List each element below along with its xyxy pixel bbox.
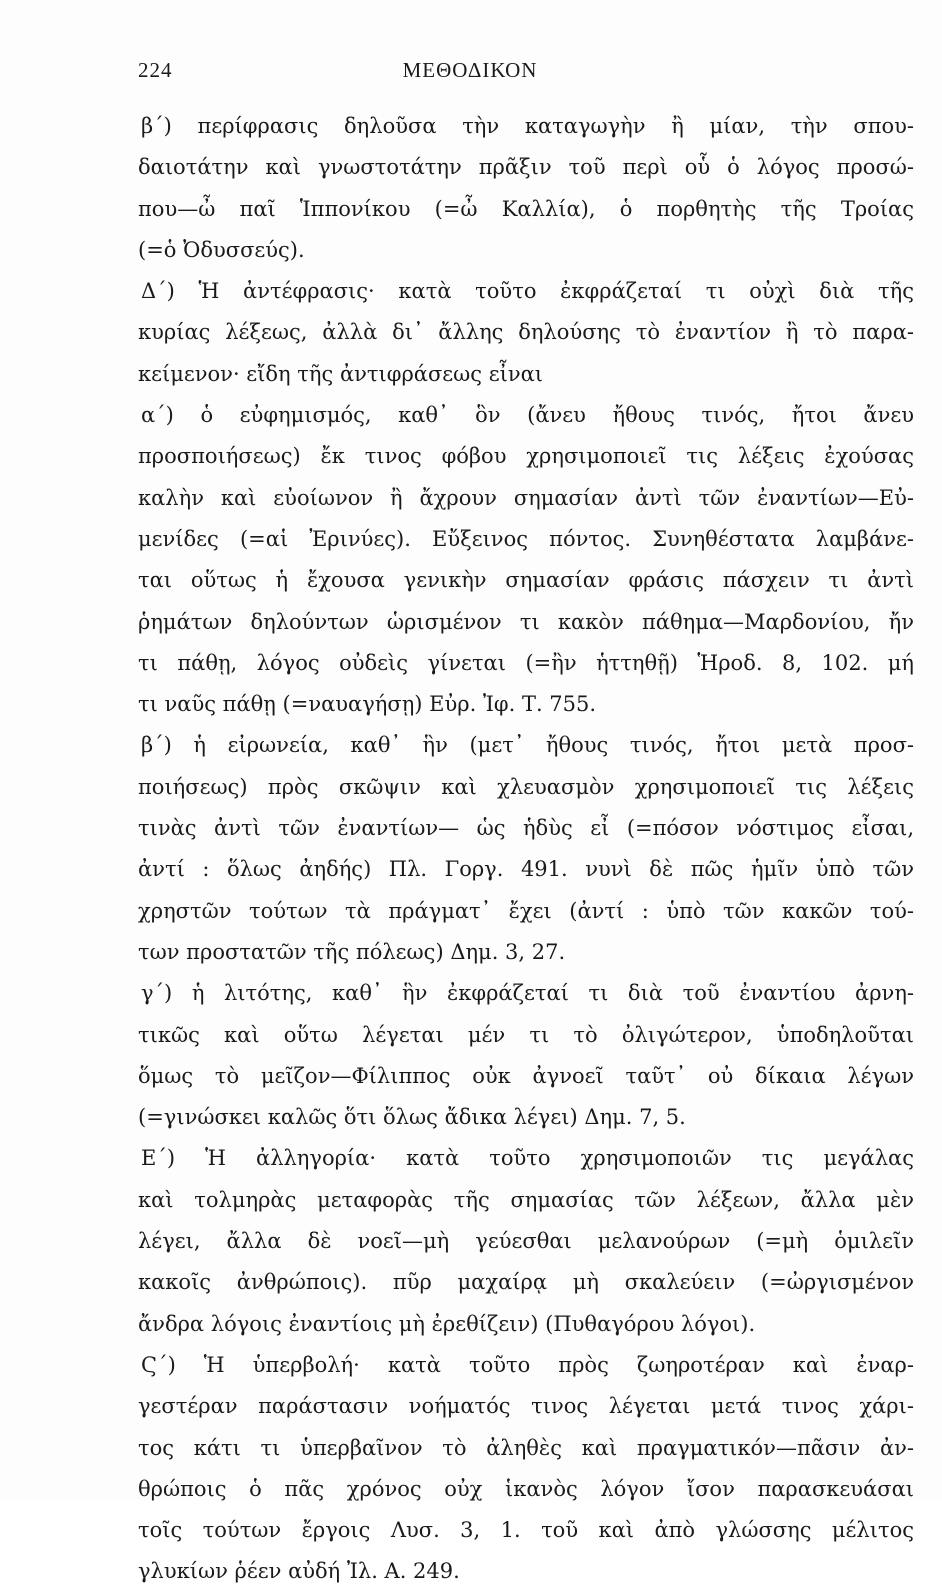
text-line: α΄) ὁ εὐφημισμός, καθ᾽ ὃν (ἄνευ ἤθους τινός, ἤτοι ἄνευ	[141, 403, 914, 428]
body-text	[138, 106, 914, 1593]
text-line: που—ὦ παῖ Ἱππονίκου (=ὦ Καλλία), ὁ πορθητὴς τῆς Τροίας	[138, 196, 914, 221]
page-number: 224	[138, 58, 173, 82]
text-line: καὶ τολμηρὰς μεταφορὰς τῆς σημασίας τῶν λέξεων, ἄλλα μὲν	[138, 1187, 914, 1212]
text-line: γλυκίων ῥέεν αὐδή Ἰλ. Α. 249.	[138, 1559, 460, 1584]
text-line: προσποιήσεως) ἔκ τινος φόβου χρησιμοποιεῖ τις λέξεις ἐχούσας	[138, 444, 914, 469]
text-line: β΄) ἡ εἰρωνεία, καθ᾽ ἣν (μετ᾽ ἤθους τινός, ἤτοι μετὰ προσ-	[141, 733, 914, 758]
text-line: καλὴν καὶ εὐοίωνον ἢ ἄχρουν σημασίαν ἀντὶ τῶν ἐναντίων—Εὐ-	[138, 485, 914, 510]
text-line: δαιοτάτην καὶ γνωστοτάτην πρᾶξιν τοῦ περὶ οὗ ὁ λόγος προσώ-	[138, 155, 914, 180]
text-line: μενίδες (=αἱ Ἐρινύες). Εὔξεινος πόντος. Συνηθέστατα λαμβάνε-	[138, 526, 914, 551]
text-line: κακοῖς ἀνθρώποις). πῦρ μαχαίρᾳ μὴ σκαλεύειν (=ὠργισμένον	[138, 1270, 914, 1295]
text-line: κείμενον· εἴδη τῆς ἀντιφράσεως εἶναι	[138, 361, 544, 386]
text-line: γεστέραν παράστασιν νοήματός τινος λέγεται μετά τινος χάρι-	[138, 1394, 914, 1419]
text-line: τινὰς ἀντὶ τῶν ἐναντίων— ὡς ἡδὺς εἶ (=πόσον νόστιμος εἶσαι,	[138, 816, 914, 841]
text-line: Ϛ΄) Ἡ ὑπερβολή· κατὰ τοῦτο πρὸς ζωηροτέραν καὶ ἐναρ-	[141, 1352, 914, 1377]
text-line: ται οὕτως ἡ ἔχουσα γενικὴν σημασίαν φράσις πάσχειν τι ἀντὶ	[138, 568, 914, 593]
page-header	[138, 58, 802, 88]
text-line: Δ΄) Ἡ ἀντέφρασις· κατὰ τοῦτο ἐκφράζεταί τι οὐχὶ διὰ τῆς	[141, 279, 914, 304]
text-line: των προστατῶν τῆς πόλεως) Δημ. 3, 27.	[138, 939, 566, 964]
running-title: ΜΕΘΟΔΙΚΟΝ	[402, 58, 538, 82]
text-line: τοῖς τούτων ἔργοις Λυσ. 3, 1. τοῦ καὶ ἀπὸ γλώσσης μέλιτος	[138, 1518, 914, 1543]
text-line: ἄνδρα λόγοις ἐναντίοις μὴ ἐρεθίζειν) (Πυθαγόρου λόγοι).	[138, 1311, 756, 1336]
text-line: τικῶς καὶ οὕτω λέγεται μέν τι τὸ ὀλιγώτερον, ὑποδηλοῦται	[138, 1022, 914, 1047]
text-line: τι πάθῃ, λόγος οὐδεὶς γίνεται (=ἢν ἡττηθῇ) Ἡροδ. 8, 102. μή	[138, 650, 914, 675]
text-line: β΄) περίφρασις δηλοῦσα τὴν καταγωγὴν ἢ μίαν, τὴν σπου-	[141, 114, 914, 138]
text-line: ῥημάτων δηλούντων ὡρισμένον τι κακὸν πάθημα—Μαρδονίου, ἤν	[138, 609, 914, 634]
text-line: ὅμως τὸ μεῖζον—Φίλιππος οὐκ ἀγνοεῖ ταῦτ᾽ οὐ δίκαια λέγων	[138, 1063, 914, 1088]
text-line: χρηστῶν τούτων τὰ πράγματ᾽ ἔχει (ἀντί : ὑπὸ τῶν κακῶν τού-	[138, 898, 914, 923]
text-line: Ε΄) Ἡ ἀλληγορία· κατὰ τοῦτο χρησιμοποιῶν τις μεγάλας	[141, 1146, 914, 1171]
text-line: γ΄) ἡ λιτότης, καθ᾽ ἣν ἐκφράζεταί τι διὰ τοῦ ἐναντίου ἀρνη-	[141, 981, 914, 1006]
text-line: τι ναῦς πάθῃ (=ναυαγήσῃ) Εὐρ. Ἰφ. Τ. 755.	[138, 692, 597, 717]
text-line: θρώποις ὁ πᾶς χρόνος οὐχ ἱκανὸς λόγον ἴσον παρασκευάσαι	[138, 1476, 914, 1501]
text-line: ποιήσεως) πρὸς σκῶψιν καὶ χλευασμὸν χρησιμοποιεῖ τις λέξεις	[138, 774, 914, 799]
text-line: κυρίας λέξεως, ἀλλὰ δι᾽ ἄλλης δηλούσης τὸ ἐναντίον ἢ τὸ παρα-	[138, 320, 914, 345]
text-line: (=ὁ Ὀδυσσεύς).	[138, 237, 305, 262]
text-line: τος κάτι τι ὑπερβαῖνον τὸ ἀληθὲς καὶ πραγματικόν—πᾶσιν ἀν-	[138, 1435, 914, 1460]
text-line: (=γινώσκει καλῶς ὅτι ὅλως ἄδικα λέγει) Δημ. 7, 5.	[138, 1105, 686, 1130]
text-line: ἀντί : ὅλως ἀηδής) Πλ. Γοργ. 491. νυνὶ δὲ πῶς ἡμῖν ὑπὸ τῶν	[138, 857, 914, 882]
text-line: λέγει, ἄλλα δὲ νοεῖ—μὴ γεύεσθαι μελανούρων (=μὴ ὁμιλεῖν	[138, 1229, 914, 1254]
